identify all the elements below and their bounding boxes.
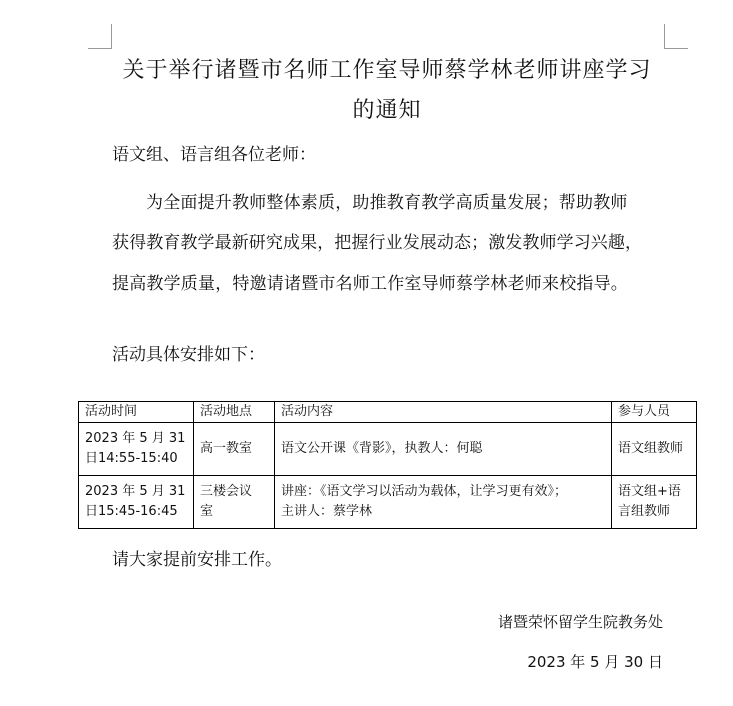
schedule-table — [78, 401, 697, 529]
notice-title-line-1: 关于举行诸暨市名师工作室导师蔡学林老师讲座学习 — [122, 58, 652, 83]
header-activity-place: 活动地点 — [194, 402, 275, 423]
header-participants: 参与人员 — [612, 402, 697, 423]
cell-place — [194, 423, 275, 476]
place-line-1: 高一教室 — [200, 441, 253, 456]
time-line-2: 日15:45-16:45 — [85, 504, 178, 519]
page-corner-mark-top-left — [88, 24, 112, 50]
cell-place — [194, 476, 275, 529]
content-line-1: 语文公开课《背影》，执教人：何聪 — [281, 441, 483, 456]
content-line-2: 主讲人：蔡学林 — [281, 504, 373, 519]
schedule-intro: 活动具体安排如下： — [112, 345, 265, 365]
body-paragraph-line-3: 提高教学质量，特邀请诸暨市名师工作室导师蔡学林老师来校指导。 — [112, 274, 628, 294]
cell-time — [79, 476, 194, 529]
people-line-1: 语文组+语 — [618, 484, 681, 499]
body-paragraph-line-1: 为全面提升教师整体素质，助推教育教学高质量发展；帮助教师 — [146, 193, 628, 213]
issue-date: 2023 年 5 月 30 日 — [527, 653, 663, 671]
place-line-1: 三楼会议 — [200, 484, 253, 499]
table-row — [79, 423, 697, 476]
page-corner-mark-top-right — [664, 24, 688, 50]
header-activity-time: 活动时间 — [79, 402, 194, 423]
cell-content — [275, 423, 612, 476]
cell-participants — [612, 476, 697, 529]
time-line-1: 2023 年 5 月 31 — [85, 484, 186, 499]
salutation: 语文组、语言组各位老师： — [112, 145, 316, 165]
cell-content — [275, 476, 612, 529]
cell-time — [79, 423, 194, 476]
schedule-header-row — [79, 402, 697, 423]
table-row — [79, 476, 697, 529]
cell-participants — [612, 423, 697, 476]
body-paragraph-line-2: 获得教育教学最新研究成果，把握行业发展动态；激发教师学习兴趣， — [112, 233, 643, 253]
content-line-1: 讲座：《语文学习以活动为载体，让学习更有效》； — [281, 484, 568, 499]
notice-title-line-2: 的通知 — [352, 98, 422, 123]
time-line-1: 2023 年 5 月 31 — [85, 431, 186, 446]
closing-line: 请大家提前安排工作。 — [112, 550, 282, 570]
header-activity-content: 活动内容 — [275, 402, 612, 423]
issuing-department: 诸暨荣怀留学生院教务处 — [497, 613, 663, 631]
place-line-2: 室 — [200, 504, 214, 519]
people-line-2: 言组教师 — [618, 504, 671, 519]
people-line-1: 语文组教师 — [618, 441, 684, 456]
time-line-2: 日14:55-15:40 — [85, 451, 178, 466]
